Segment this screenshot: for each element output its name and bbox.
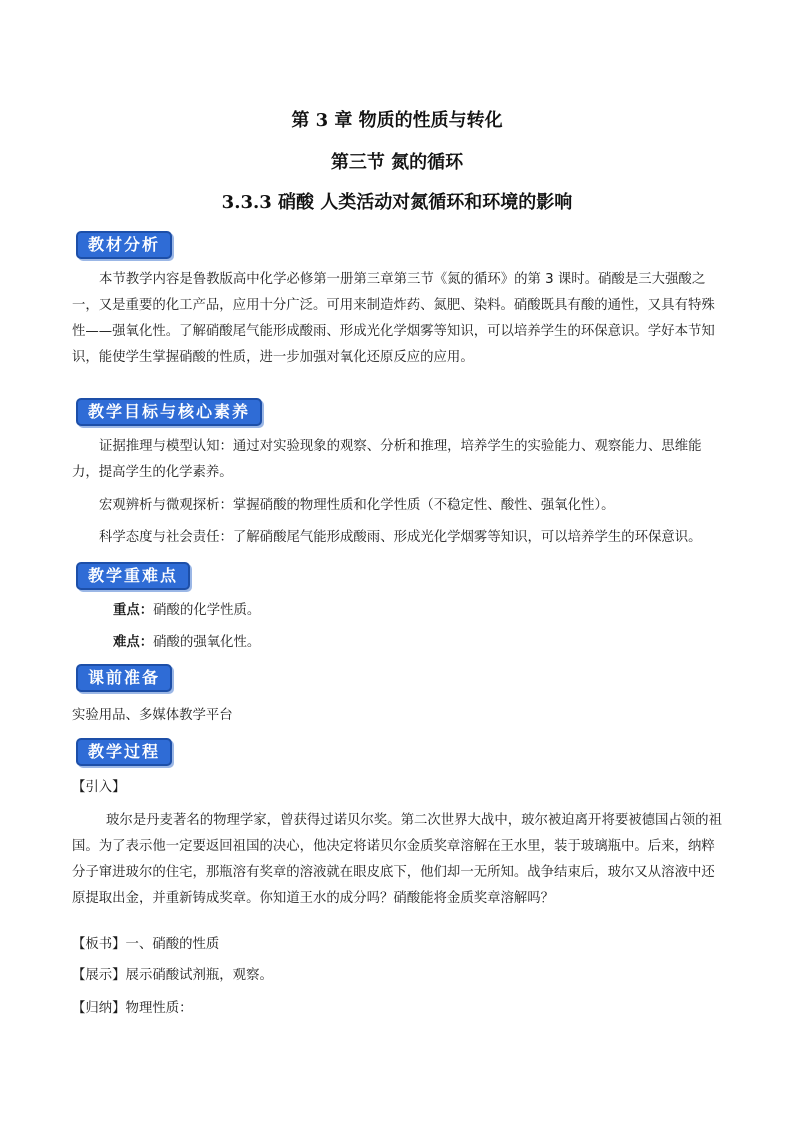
chapter-title: 第 3 章 物质的性质与转化 (291, 110, 503, 131)
preparation-text: 实验用品、多媒体教学平台 (72, 708, 233, 723)
badge-analysis: 教材分析 (76, 231, 172, 259)
badge-process: 教学过程 (76, 738, 172, 766)
board-note: 【板书】一、硝酸的性质 (72, 937, 220, 952)
difficulty-label: 难点： (113, 635, 154, 650)
summary-note: 【归纳】物理性质： (72, 1001, 193, 1016)
badge-key-points: 教学重难点 (76, 562, 190, 590)
lesson-title: 3.3.3 硝酸 人类活动对氮循环和环境的影响 (221, 192, 573, 213)
badge-goals: 教学目标与核心素养 (76, 398, 262, 426)
goal-evidence-reasoning: 证据推理与模型认知：通过对实验现象的观察、分析和推理，培养学生的实验能力、观察能力、思维能力，提高学生的化学素养。 (72, 439, 702, 480)
key-point-label: 重点： (113, 603, 154, 618)
goal-macro-micro: 宏观辨析与微观探析：掌握硝酸的物理性质和化学性质（不稳定性、酸性、强氧化性）。 (99, 498, 615, 513)
key-point-row (113, 598, 260, 624)
intro-label: 【引入】 (72, 780, 126, 795)
show-note: 【展示】展示硝酸试剂瓶，观察。 (72, 968, 273, 983)
intro-paragraph: 玻尔是丹麦著名的物理学家，曾获得过诺贝尔奖。第二次世界大战中，玻尔被迫离开将要被德国占领的祖国。为了表示他一定要返回祖国的决心，他决定将诺贝尔金质奖章溶解在王水里，装于玻璃瓶中。后来，纳粹分子窜进玻尔的住宅，那瓶溶有奖章的溶液就在眼皮底下，他们却一无所知。战争结束后，玻尔又从溶液中还原提取出金，并重新铸成奖章。你知道王水的成分吗？硝酸能将金质奖章溶解吗？ (72, 813, 722, 906)
badge-preparation: 课前准备 (76, 664, 172, 692)
key-point-text: 硝酸的化学性质。 (153, 603, 261, 618)
section-title: 第三节 氮的循环 (330, 152, 464, 173)
goal-social-responsibility: 科学态度与社会责任：了解硝酸尾气能形成酸雨、形成光化学烟雾等知识，可以培养学生的环保意识。 (99, 530, 702, 545)
difficulty-text: 硝酸的强氧化性。 (153, 635, 261, 650)
analysis-paragraph: 本节教学内容是鲁教版高中化学必修第一册第三章第三节《氮的循环》的第 3 课时。硝酸是三大强酸之一，又是重要的化工产品，应用十分广泛。可用来制造炸药、氮肥、染料。硝酸既具有酸的通性，又具有特殊性——强氧化性。了解硝酸尾气能形成酸雨、形成光化学烟雾等知识，可以培养学生的环保意识。学好本节知识，能使学生掌握硝酸的性质，进一步加强对氧化还原反应的应用。 (72, 272, 715, 365)
difficulty-row (113, 630, 260, 656)
